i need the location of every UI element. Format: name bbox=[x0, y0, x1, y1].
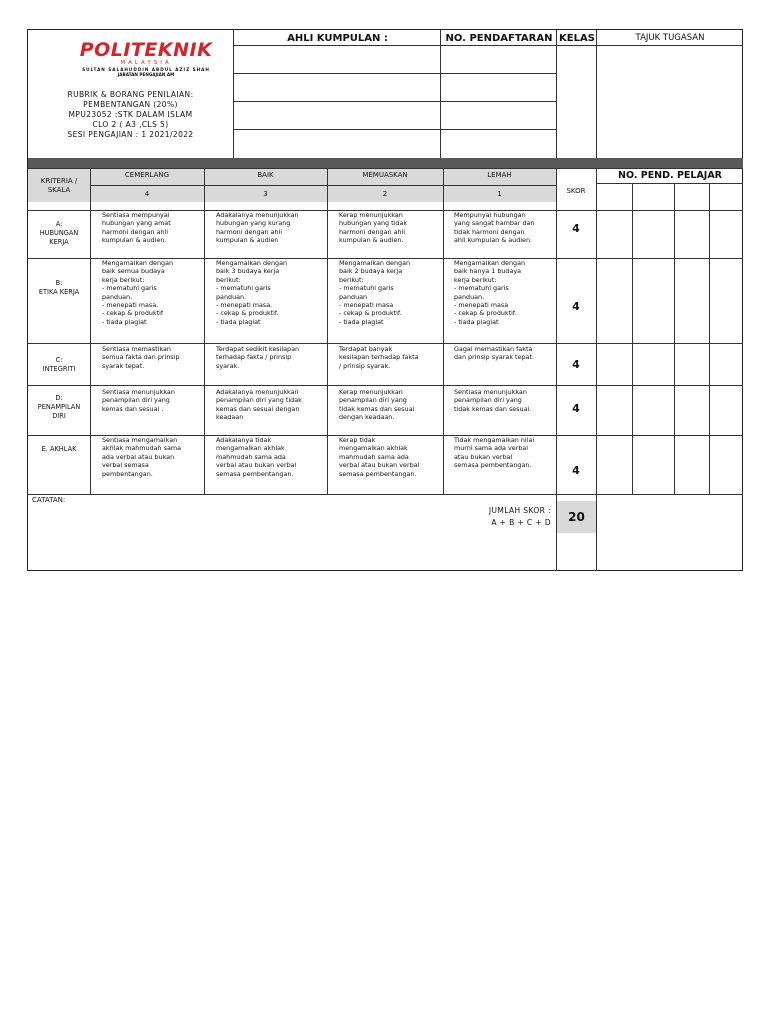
descriptor-e-memuaskan: Kerap tidak mengamalkan akhlak mahmudah sama ada verbal atau bukan verbal semasa pembentangan. bbox=[339, 436, 420, 478]
descriptor-a-lemah: Mempunyai hubungan yang sangat hambar dan tidak harmoni dengan ahli kumpulan & audien. bbox=[454, 211, 535, 245]
criterion-a: A: HUBUNGAN KERJA bbox=[39, 220, 79, 246]
assessment-info bbox=[28, 90, 233, 140]
logo-department: JABATAN PENGAJIAN AM bbox=[117, 72, 175, 77]
descriptor-d-lemah: Sentiasa menunjukkan penampilan diri yang tidak kemas dan sesuai. bbox=[454, 388, 532, 413]
descriptor-a-cemerlang: Sentiasa mempunyai hubungan yang amat harmoni dengan ahli kumpulan & audien. bbox=[102, 211, 171, 245]
kriteria-header: KRITERIA / SKALA bbox=[40, 177, 78, 194]
catatan-label: CATATAN: bbox=[32, 496, 66, 504]
skor-column-bg bbox=[557, 168, 596, 494]
level-lemah: LEMAH bbox=[487, 171, 512, 179]
descriptor-c-baik: Terdapat sedikit kesilapan terhadap fakta / prinsip syarak. bbox=[216, 345, 300, 370]
member-name-field-2[interactable] bbox=[234, 74, 441, 102]
level-baik: BAIK bbox=[257, 171, 274, 179]
descriptor-e-lemah: Tidak mengamalkan nilai murni sama ada verbal atau bukan verbal semasa pembentangan. bbox=[454, 436, 535, 470]
jumlah-skor-value[interactable]: 20 bbox=[557, 501, 596, 533]
registration-field-4[interactable] bbox=[441, 130, 557, 158]
student-number-grid[interactable] bbox=[597, 183, 743, 494]
score-b[interactable]: 4 bbox=[572, 300, 580, 313]
tajuk-tugasan-header: TAJUK TUGASAN bbox=[635, 33, 705, 43]
logo-sultan: SULTAN SALAHUDDIN ABDUL AZIZ SHAH bbox=[82, 67, 210, 72]
descriptor-d-cemerlang: Sentiasa menunjukkan penampilan diri yang kemas dan sesuai . bbox=[102, 388, 175, 413]
politeknik-logo bbox=[61, 40, 231, 77]
descriptor-b-baik: Mengamalkan dengan baik 3 budaya kerja berikut: - mematuhi garis panduan. - menepati masa. - cekap & produktif. - tiada plagiat bbox=[216, 259, 288, 326]
no-pend-pelajar-header: NO. PEND. PELAJAR bbox=[618, 170, 722, 181]
kelas-header: KELAS bbox=[559, 33, 595, 44]
info-line: MPU23052 :STK DALAM ISLAM bbox=[68, 110, 193, 119]
criterion-c: C: INTEGRITI bbox=[42, 356, 76, 373]
descriptor-b-cemerlang: Mengamalkan dengan baik semua budaya kerja berikut: - mematuhi garis panduan. - menepati masa. - cekap & produktif - tiada plagiat bbox=[102, 259, 174, 326]
skor-header: SKOR bbox=[566, 187, 586, 195]
jumlah-skor-formula: A + B + C + D bbox=[491, 518, 551, 527]
info-line: CLO 2 ( A3 ,CLS 5) bbox=[92, 120, 169, 129]
descriptor-c-cemerlang: Sentiasa memastikan semua fakta dan prinsip syarak tepat. bbox=[102, 345, 180, 370]
descriptor-c-memuaskan: Terdapat banyak kesilapan terhadap fakta / prinsip syarak. bbox=[339, 345, 419, 370]
descriptor-e-baik: Adakalanya tidak mengamalkan akhlak mahmudah sama ada verbal atau bukan verbal semasa pembentangan. bbox=[216, 436, 297, 478]
logo-wordmark: POLITEKNIK bbox=[79, 39, 213, 61]
info-line: RUBRIK & BORANG PENILAIAN: bbox=[67, 90, 194, 99]
rubric-sheet bbox=[27, 29, 743, 571]
descriptor-a-memuaskan: Kerap menunjukkan hubungan yang tidak harmoni dengan ahli kumpulan & audien. bbox=[339, 211, 408, 245]
registration-field-3[interactable] bbox=[441, 102, 557, 130]
logo-malaysia: MALAYSIA bbox=[120, 60, 172, 66]
descriptor-a-baik: Adakalanya menunjukkan hubungan yang kurang harmoni dengan ahli kumpulan & audien bbox=[216, 211, 299, 245]
member-name-field-3[interactable] bbox=[234, 102, 441, 130]
member-name-field-1[interactable] bbox=[234, 46, 441, 74]
ahli-kumpulan-header: AHLI KUMPULAN : bbox=[287, 33, 388, 44]
descriptor-b-lemah: Mengamalkan dengan baik hanya 1 budaya kerja berikut: - mematuhi garis panduan. - menepati masa - cekap & produktif. - tiada plagiat bbox=[454, 259, 526, 326]
criterion-d: D: PENAMPILAN DIRI bbox=[37, 394, 81, 420]
member-name-field-4[interactable] bbox=[234, 130, 441, 158]
score-d[interactable]: 4 bbox=[572, 402, 580, 415]
tajuk-tugasan-field[interactable] bbox=[597, 46, 743, 158]
criterion-e: E. AKHLAK bbox=[41, 445, 77, 453]
level-baik-value: 3 bbox=[263, 190, 268, 198]
score-e[interactable]: 4 bbox=[572, 464, 580, 477]
level-cemerlang-value: 4 bbox=[144, 190, 150, 198]
section-divider-band bbox=[28, 158, 743, 168]
descriptor-d-baik: Adakalanya menunjukkan penampilan diri yang tidak kemas dan sesuai dengan keadaan bbox=[216, 388, 302, 422]
criterion-b: B: ETIKA KERJA bbox=[38, 279, 80, 296]
score-c[interactable]: 4 bbox=[572, 358, 580, 371]
info-line: PEMBENTANGAN (20%) bbox=[83, 100, 178, 109]
jumlah-skor-label: JUMLAH SKOR : bbox=[488, 506, 551, 515]
score-a[interactable]: 4 bbox=[572, 222, 580, 235]
descriptor-c-lemah: Gagal memastikan fakta dan prinsip syarak tepat. bbox=[454, 345, 535, 362]
descriptor-b-memuaskan: Mengamalkan dengan baik 2 budaya kerja berikut: - mematuhi garis panduan - menepati masa - cekap & produktif. - tiada plagiat bbox=[339, 259, 411, 326]
registration-field-2[interactable] bbox=[441, 74, 557, 102]
info-line: SESI PENGAJIAN : 1 2021/2022 bbox=[67, 130, 194, 139]
level-memuaskan-value: 2 bbox=[382, 190, 388, 198]
kelas-field[interactable] bbox=[557, 46, 597, 158]
level-cemerlang: CEMERLANG bbox=[124, 171, 170, 179]
no-pendaftaran-header: NO. PENDAFTARAN bbox=[445, 33, 553, 44]
descriptor-e-cemerlang: Sentiasa mengamalkan akhlak mahmudah sama ada verbal atau bukan verbal semasa pembentangan. bbox=[102, 436, 181, 478]
registration-field-1[interactable] bbox=[441, 46, 557, 74]
level-memuaskan: MEMUASKAN bbox=[362, 171, 408, 179]
descriptor-d-memuaskan: Kerap menunjukkan penampilan diri yang tidak kemas dan sesuai dengan keadaan. bbox=[339, 388, 415, 422]
level-lemah-value: 1 bbox=[497, 190, 502, 198]
